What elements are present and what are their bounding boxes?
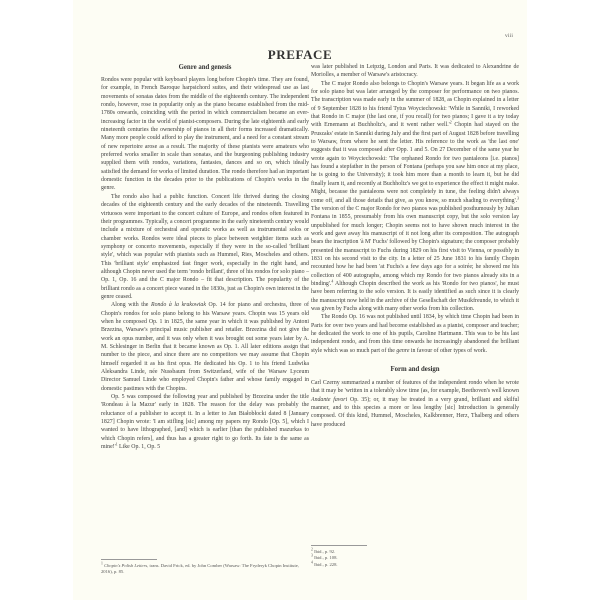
text-run: in favour of other types of work. — [409, 347, 488, 354]
page-number: viii — [505, 33, 514, 39]
footnote-text: Ibid., p. 228. — [314, 561, 338, 567]
left-footnotes — [101, 559, 309, 576]
text-run: Op. 5 was composed the following year and published by Brzezina under the title 'Rondeau à la Mazur' early in 1828. The reason for the delay was probably the reluctance of a publisher to accept it. In a letter to Jan Białobłocki dated 8 [January 1827] Chopin wrote: 'I am stifling [sic] among my papers my Rondo [Op. 5], which I wanted to have lithographed, [and] which is earlier [than the published mazurkas to which Chopin refers], and thus has a greater right to go forth. Its fate is the same as mine!' — [101, 394, 309, 451]
left-column — [101, 63, 309, 451]
footnote-ref: 4 — [331, 279, 334, 284]
footnote-text: Ibid., p. 108. — [314, 555, 338, 561]
footnote-number: 4 — [311, 560, 313, 565]
right-column — [311, 63, 519, 429]
text-run: The version of the C major Rondo for two pianos was published posthumously by Julian Fontana in 1855, presumably from his own manuscript copy, but the solo version lay unpublished for much longer; Chopin seems not to have shown much interest in the work and gave away his manuscript of it not long after its composition. The autograph bears the inscription 'à M' Fuchs' followed by Chopin's signature; the composer probably presented the manuscript to Fuchs during 1829 on his first visit to Vienna, or possibly in 1831 on his second visit to the city. In a letter of 25 June 1831 to his family Chopin recounted how he had been 'at Fuchs's a few days ago for a soirée; he showed me his collection of 400 autographs, among which my Rondo for two pianos already sits in a binding'. — [311, 205, 519, 287]
paragraph — [311, 313, 519, 355]
text-run: Chopin had stayed on the Pruszaks' estate in Sanniki during July and the first part of August 1828 before travelling to Warsaw, from where he sent the letter. His reference to the work as 'the last one' suggests that it was composed after Opp. 1 and 5. On 27 December of the same year he wrote again to Woyciechowski: 'The orphaned Rondo for two pantaleons [i.e. pianos] has found a stepfather in the person of Fontana (perhaps you saw him once at my place, he is going to the University); it took him more than a month to learn it, but he did finally learn it, and recently at Buchholtz's we got to experience the effect it might make. Might, because the pantaleons were not completely in tune, the feeling didn't always come off, and all those details that give, as you know, so much shading to everything'. — [311, 122, 519, 204]
footnote-rule — [101, 559, 157, 560]
text-run: The Rondo Op. 16 was not published until 1834, by which time Chopin had been in Paris for over two years and had become established as a pianist, composer and teacher; he dedicated the work to one of his pupils, Caroline Hartmann. This was to be his last independent rondo, and from this time onwards he increasingly abandoned the brilliant style which was so much part of the — [311, 314, 519, 354]
footnote-ref: 2 — [449, 120, 452, 125]
footnote — [311, 562, 519, 568]
footnote-ref: 3 — [517, 196, 519, 200]
paragraph — [101, 301, 309, 393]
text-run: Like Op. 1, Op. 5 — [117, 444, 161, 451]
footnote — [101, 563, 309, 576]
text-run: Op. 35); or, it may be treated in a very grand, brilliant and skilful manner, and to this species a more or less lengthy [sic] Introduction is generally composed. Of this kind, Hummel, Moscheles, Kalkbrenner, Herz, Thalberg and others have produced — [311, 396, 519, 428]
paragraph — [101, 393, 309, 451]
text-run: The C major Rondo also belongs to Chopin's Warsaw years. It began life as a work for solo piano but was later arranged by the composer for performance on two pianos. The transcription was made early in the summer of 1828, as Chopin explained in a letter of 9 September 1828 to his friend Tytus Woyciechowski: 'While in Sanniki, I reworked that Rondo in C major (the last one, if you recall) for two pianos; I gave it a try today with Ernemann at Buchholtz's, and it went rather well.' — [311, 80, 519, 129]
section-heading-genre: Genre and genesis — [178, 64, 232, 71]
right-footnotes — [311, 545, 519, 568]
text-run: Op. 14 for piano and orchestra, three of Chopin's rondos for solo piano belong to his Warsaw years. Chopin was 15 years old when he composed Op. 1 in 1825, the same year in which it was published by Antoni Brzezina, Warsaw's principal music publisher and retailer. Brzezina did not give the work an opus number, and it was only when it was brought out some years later by A. M. Schlesinger in Berlin that it became known as Op. 1. All later editions assign that number to the piece, and since there are no competitors we may assume that Chopin himself regarded it as his first opus. He dedicated his Op. 1 to his friend Ludwika Aleksandra Linde, née Nussbaum from Switzerland, wife of the Warsaw Lyceum Director Samuel Linde who employed Chopin's father and whose family engaged in domestic pastimes with the Chopins. — [101, 302, 309, 392]
paragraph: Rondos were popular with keyboard players long before Chopin's time. They are found, for example, in French Baroque harpsichord suites, and their widespread use as last movements of sonatas dates from the middle of the eighteenth century. The independent rondo, however, rose in popularity only as the piano became established from the mid-1780s onwards, coinciding with the period in which commercialism became an ever-increasing factor in the world of pianist-composers. During the late eighteenth and early nineteenth centuries the ownership of pianos in all their forms increased dramatically. Many more people could afford to play the instrument, and a need for a constant stream of new repertoire arose as a result. The majority of these pianists were amateurs who preferred works smaller in scale than sonatas, and the burgeoning publishing industry supplied them with rondos, variations, fantasies, dances and so on, which ideally satisfied the demand for works of limited duration. The rondo therefore had an important domestic function in the decades prior to the publications of Chopin's works in the genre. — [101, 77, 309, 192]
footnote-title: Chopin's Polish Letters — [104, 563, 148, 568]
text-run: Carl Czerny summarized a number of features of the independent rondo when he wrote that it may be 'written in a tolerably slow time (as, for example, Beethoven's well known — [311, 380, 519, 395]
section-heading-form: Form and design — [390, 366, 440, 374]
text-run: Along with the — [111, 302, 151, 309]
footnote-number: 3 — [311, 553, 313, 558]
footnote-number: 2 — [311, 547, 313, 552]
paragraph: was later published in Leipzig, London and Paris. It was dedicated to Alexandrine de Moriolles, a member of Warsaw's aristocracy. — [311, 64, 519, 79]
footnote-number: 1 — [101, 561, 103, 566]
page-title: PREFACE — [267, 47, 333, 62]
text-run: Although Chopin described the work as his 'Rondo for two pianos', he must have been referring to the solo version. It is easily identified as such since it is clearly the manuscript now held in the archive of the Gesellschaft der Musikfreunde, to which it was given by Fuchs along with many other works from his collection. — [311, 280, 519, 312]
italic-word: genre — [396, 347, 410, 354]
italic-title: Rondo à la krakowiak — [151, 302, 206, 309]
footnote-text: , trans. David Frick, ed. by John Comber (Warsaw: The Fryderyk Chopin Institute, 2016), p. 85. — [101, 563, 299, 575]
footnote-ref: 1 — [115, 442, 118, 447]
italic-title: Andante favori — [311, 396, 348, 403]
footnote-text: Ibid., p. 92. — [314, 549, 336, 554]
paragraph — [311, 379, 519, 429]
paragraph: The rondo also had a public function. Concert life thrived during the closing decades of the eighteenth century and the early decades of the nineteenth. Travelling virtuosos were important to the concert culture of Europe, and rondos often featured in their programmes. Typically, a concert programme in the early nineteenth century would include a mixture of orchestral and operatic works as well as instrumental solos or chamber works. Rondos were ideal pieces to place between weightier items such as symphony or concerto movements, especially if they were in the so-called 'brilliant style', which was popular with pianists such as Hummel, Ries, Moscheles and others. This 'brilliant style' emphasized fast finger work, especially in the right hand, and although Chopin never used the term 'rondo brillant', three of his rondos for solo piano – Op. 1, Op. 16 and the C major Rondo – fit that description. The popularity of the brilliant rondo as a concert piece waned in the 1830s, just as Chopin's own interest in the genre ceased. — [101, 193, 309, 300]
footnote-rule — [311, 545, 367, 546]
paragraph — [311, 80, 519, 314]
